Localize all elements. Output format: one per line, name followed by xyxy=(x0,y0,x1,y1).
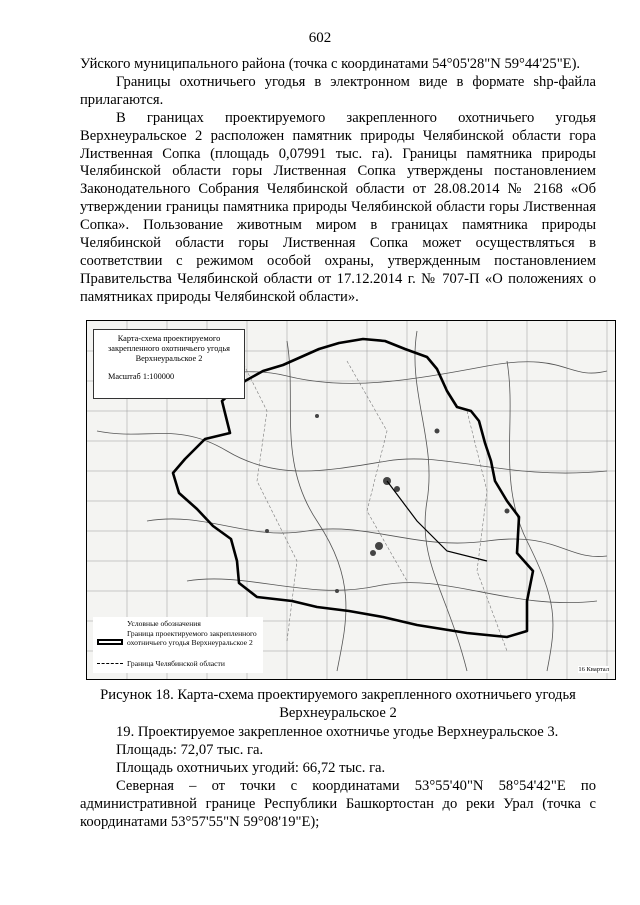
page-number: 602 xyxy=(308,30,332,46)
figure-caption xyxy=(80,686,596,722)
figure-caption-line-1: Рисунок 18. Карта-схема проектируемого закрепленного охотничьего угодья xyxy=(100,687,576,703)
northern-boundary: Северная – от точки с координатами 53°55'40"N 58°54'42"E по административной границе Республики Башкортостан до реки Урал (точка с координатами 53°57'55"N 59°08'19"E); xyxy=(80,777,596,830)
body-text xyxy=(80,56,596,307)
map-legend xyxy=(93,617,263,673)
map-title-box xyxy=(93,329,245,399)
paragraph-2: Границы охотничьего угодья в электронном виде в формате shp-файла прилагаются. xyxy=(80,73,596,108)
area-total: Площадь: 72,07 тыс. га. xyxy=(116,741,264,758)
legend-heading: Условные обозначения xyxy=(127,619,201,628)
map-figure xyxy=(86,320,616,680)
paragraph-3: В границах проектируемого закрепленного охотничьего угодья Верхнеуральское 2 расположен памятник природы Челябинской области гора Лиственная Сопка (площадь 0,07991 тыс. га). Границы памятника природы Челябинской области горы Лиственная Сопка утверждены постановлением Законодательного Собрания Челябинской области от 28.08.2014 № 2168 «Об утверждении границы памятника природы Челябинской области горы Лиственная Сопка». Пользование животным миром в границах памятника природы Челябинской области горы Лиственная Сопка может осуществляться в соответствии с режимом особой охраны, утвержденным постановлением Правительства Челябинской области от 17.12.2014 г. № 707-П «О положениях о памятниках природы Челябинской области». xyxy=(80,109,596,305)
legend-region-label: Граница Челябинской области xyxy=(127,659,225,668)
map-title: Карта-схема проектируемого закрепленного охотничьего угодья Верхнеуральское 2 xyxy=(108,334,230,363)
legend-region-swatch xyxy=(97,663,123,664)
paragraph-1: Уйского муниципального района (точка с координатами 54°05'28"N 59°44'25"E). xyxy=(80,56,581,72)
lower-text xyxy=(80,724,596,831)
map-scale: Масштаб 1:100000 xyxy=(108,372,175,381)
area-hunting: Площадь охотничьих угодий: 66,72 тыс. га. xyxy=(116,759,386,776)
legend-boundary-swatch xyxy=(97,639,123,645)
legend-boundary-label: Граница проектируемого закрепленного охотничьего угодья Верхнеуральское 2 xyxy=(127,629,257,647)
section-heading: 19. Проектируемое закрепленное охотничье угодье Верхнеуральское 3. xyxy=(116,724,559,740)
map-corner-label: 16 Квартал xyxy=(578,666,609,673)
figure-caption-line-2: Верхнеуральское 2 xyxy=(279,705,397,721)
